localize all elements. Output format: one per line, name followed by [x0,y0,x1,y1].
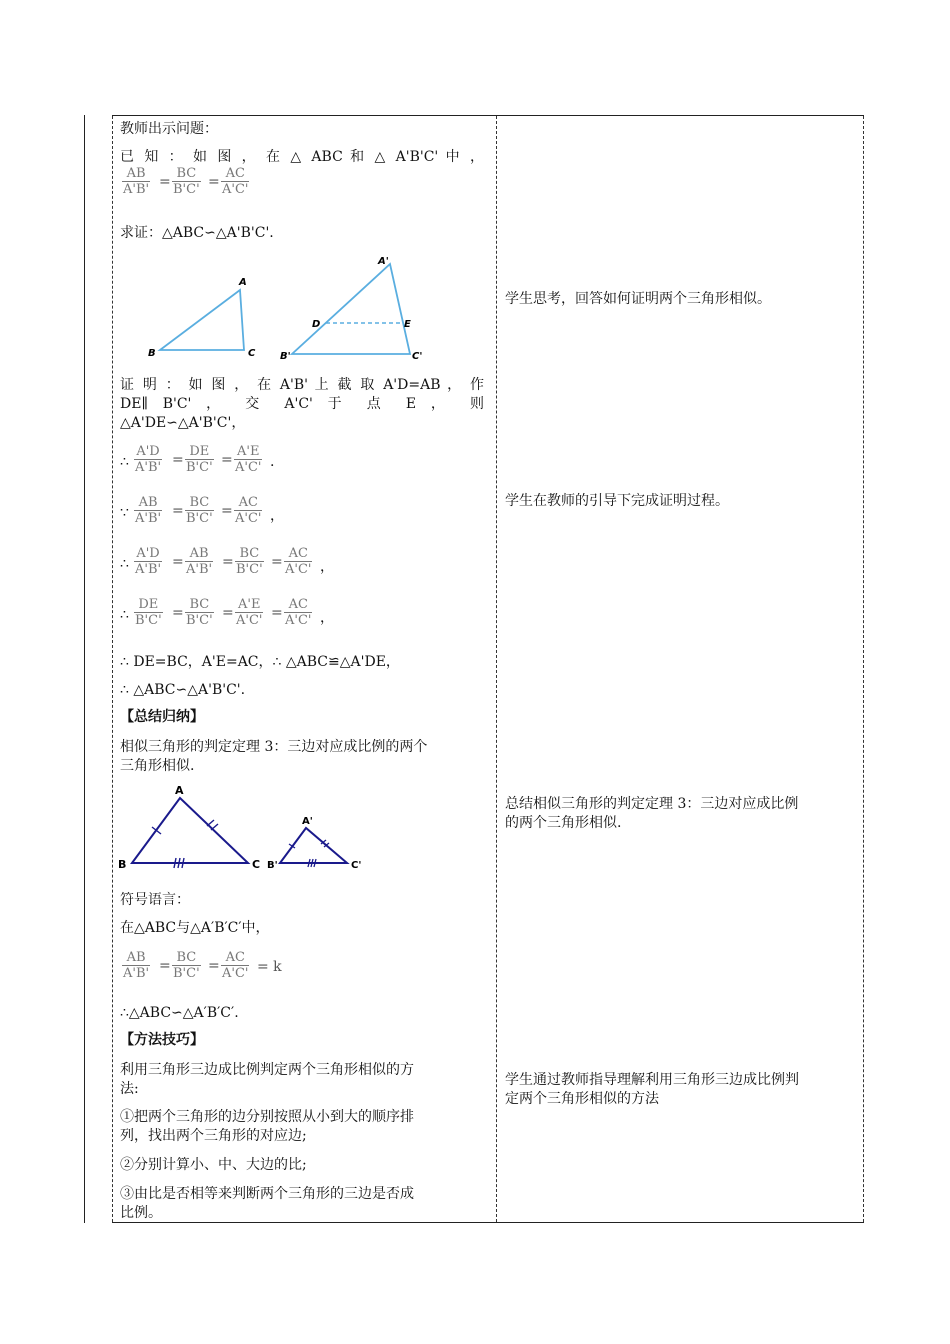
fraction: $\frac{AC}{A'C'}$ [285,546,312,577]
fraction: $\frac{A'D}{A'B'}$ [135,444,162,475]
student-activity-4b: 定两个三角形相似的方法 [505,1091,659,1107]
fraction: $\frac{DE}{B'C'}$ [186,444,213,475]
vertex-label: E [404,319,411,330]
table-right-border [863,116,864,1222]
fraction: $\frac{DE}{B'C'}$ [135,597,162,628]
fraction: $\frac{AB}{A'B'}$ [186,546,213,577]
method-step-3b: 比例。 [120,1205,162,1221]
prove-statement: 求证：△ABC∽△A'B'C'. [120,225,274,241]
summary-heading: 【总结归纳】 [120,709,204,725]
fraction: $\frac{BC}{B'C'}$ [173,166,200,197]
method-step-3a: ③由比是否相等来判断两个三角形的三边是否成 [120,1186,414,1202]
conclusion-1: ∴ DE=BC，A'E=AC，∴ △ABC≌△A'DE， [120,654,400,670]
triangle-a-prime-b-prime-c-prime [280,256,422,362]
theorem-line-2: 三角形相似. [120,758,195,774]
vertex-label: A [239,277,247,288]
fraction: $\frac{BC}{B'C'}$ [173,950,200,981]
vertex-label: C [248,348,256,359]
vertex-label: A' [378,256,389,267]
fraction: $\frac{A'D}{A'B'}$ [135,546,162,577]
student-activity-3b: 的两个三角形相似. [505,815,622,831]
therefore-symbol: ∴ [120,454,129,470]
student-activity-1: 学生思考，回答如何证明两个三角形相似。 [505,291,771,307]
because-symbol: ∵ [120,505,129,521]
fraction: $\frac{AB}{A'B'}$ [135,495,162,526]
vertex-label: C' [351,860,362,871]
therefore-symbol: ∴ [120,607,129,623]
vertex-label: D [312,319,321,330]
fraction: $\frac{BC}{B'C'}$ [186,597,213,628]
conclusion-2: ∴ △ABC∽△A'B'C'. [120,682,246,698]
proof-line-1: 证 明 ： 如 图 ， 在 A'B' 上 截 取 A'D=AB ， 作 [120,377,484,393]
method-heading: 【方法技巧】 [120,1032,204,1048]
fraction: $\frac{AC}{A'C'}$ [235,495,262,526]
vertex-label: A [175,784,184,797]
vertex-label: C [252,858,261,871]
given-line: 已 知 ： 如 图 ， 在 △ ABC 和 △ A'B'C' 中 ， [120,149,484,165]
student-activity-3a: 总结相似三角形的判定定理 3：三边对应成比例 [505,796,799,812]
fraction: $\frac{A'E}{A'C'}$ [235,444,262,475]
method-step-1a: ①把两个三角形的边分别按照从小到大的顺序排 [120,1109,414,1125]
vertex-label: C' [412,351,423,362]
method-step-1b: 列，找出两个三角形的对应边; [120,1128,307,1144]
fraction: $\frac{A'E}{A'C'}$ [236,597,263,628]
fraction: $\frac{AC}{A'C'}$ [222,950,249,981]
symbol-language-label: 符号语言： [120,892,190,908]
fraction: $\frac{AB}{A'B'}$ [123,950,150,981]
student-activity-2: 学生在教师的引导下完成证明过程。 [505,493,729,509]
triangle-a-prime-b-prime-c-prime-marked [267,816,361,871]
theorem-line-1: 相似三角形的判定定理 3：三边对应成比例的两个 [120,739,428,755]
fraction: $\frac{AC}{A'C'}$ [285,597,312,628]
symbol-conclusion: ∴△ABC∽△A′B′C′. [120,1005,239,1021]
figure-sss-similar-triangles [116,782,386,874]
triangle-abc-marked [118,784,260,871]
fraction: $\frac{AB}{A'B'}$ [123,166,150,197]
outer-border-line [84,115,85,1223]
in-triangles-line: 在△ABC与△A′B′C′中， [120,920,270,936]
problem-intro: 教师出示问题： [120,121,218,137]
fraction: $\frac{BC}{B'C'}$ [186,495,213,526]
table-left-border [112,116,113,1222]
method-line-2: 法: [120,1081,139,1097]
fraction: $\frac{AC}{A'C'}$ [222,166,249,197]
therefore-symbol: ∴ [120,556,129,572]
vertex-label: B' [267,860,278,871]
document-page: 教师出示问题： 已 知 ： 如 图 ， 在 △ ABC 和 △ A'B'C' 中 ， $\frac{AB}{A'B'}$ = $\frac{BC}{B'C'}$ = $\frac{AC}{A'C'}$ 求证：△ABC∽△A'B'C'. A B C A' B' C' D E 证 明 ： 如 图 ， 在 A'B' 上 截 取 A'D=AB ， 作 DE∥ B'C' ， 交 A'C' 于 点 E ， 则 △A'DE∽△A'B'C'， ∴ $\frac{A'D}{A'B'}$ = $\frac{DE}{B'C'}$ = $\frac{A'E}{A'C'}$ . ∵ $\frac{AB}{A'B'}$ = $\frac{BC}{B'C'}$ = $\frac{AC}{A'C'}$ ， ∴ $\frac{A'D}{A'B'}$ = $\frac{AB}{A'B'}$ = $\frac{BC}{B'C'}$ = $\frac{AC}{A'C'}$ ， ∴ $\frac{DE}{B'C'}$ = $\frac{BC}{B'C'}$ = $\frac{A'E}{A'C'}$ = $\frac{AC}{A'C'}$ ， ∴ DE=BC，A'E=AC，∴ △ABC≌△A'DE， ∴ △ABC∽△A'B'C'. 【总结归纳】 相似三角形的判定定理 3：三边对应成比例的两个 三角形相似. A B C A' B' C' 符号语言： 在△ABC与△A′B′C′中， $\frac{AB}{A'B'}$ = $\frac{BC}{B'C'}$ = $\frac{AC}{A'C'}$ = k ∴△ABC∽△A′B′C′. 【方法技巧】 利用三角形三边成比例判定两个三角形相似的方 法: ①把两个三角形的边分别按照从小到大的顺序排 列，找出两个三角形的对应边; ②分别计算小、中、大边的比; ③由比是否相等来判断两个三角形的三边是否成 比例。 学生思考，回答如何证明两个三角形相似。 学生在教师的引导下完成证明过程。 总结相似三角形的判定定理 3：三边对应成比例 的两个三角形相似. 学生通过教师指导理解利用三角形三边成比例判 定两个三角形相似的方法 [0,0,950,1344]
vertex-label: B' [280,351,291,362]
vertex-label: B [118,858,127,871]
vertex-label: B [148,348,156,359]
figure-triangles-construction [140,250,430,366]
proof-line-2: DE∥ B'C' ， 交 A'C' 于 点 E ， 则 [120,396,484,412]
vertex-label: A' [302,816,313,827]
fraction: $\frac{BC}{B'C'}$ [236,546,263,577]
triangle-abc [148,277,256,359]
proof-line-3: △A'DE∽△A'B'C'， [120,415,246,431]
column-divider [496,116,497,1222]
student-activity-4a: 学生通过教师指导理解利用三角形三边成比例判 [505,1072,799,1088]
method-line-1: 利用三角形三边成比例判定两个三角形相似的方 [120,1062,414,1078]
method-step-2: ②分别计算小、中、大边的比; [120,1157,307,1173]
